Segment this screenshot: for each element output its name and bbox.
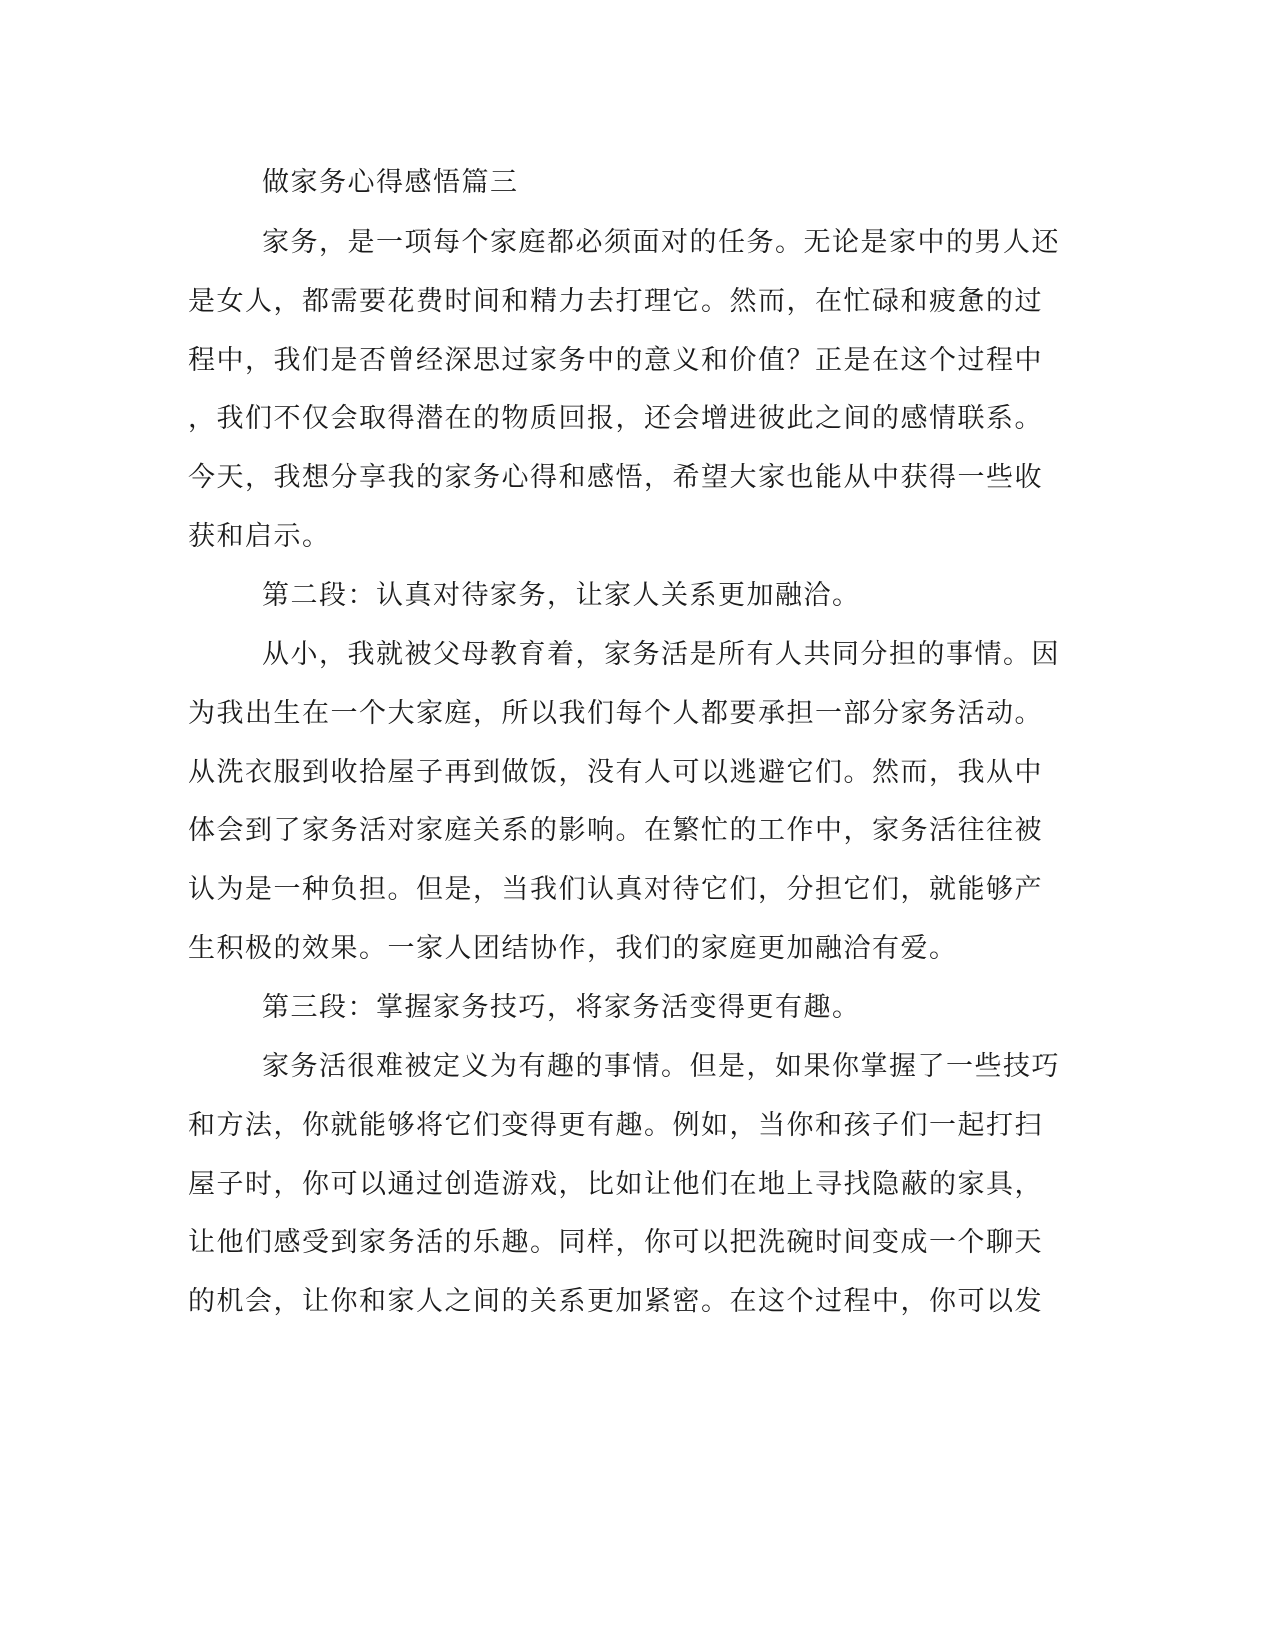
paragraph-line: 从洗衣服到收拾屋子再到做饭，没有人可以逃避它们。然而，我从中 — [188, 757, 1043, 788]
paragraph-line: 从小，我就被父母教育着，家务活是所有人共同分担的事情。因 — [262, 639, 1060, 670]
paragraph-line: 获和启示。 — [188, 521, 331, 552]
paragraph-line: 体会到了家务活对家庭关系的影响。在繁忙的工作中，家务活往往被 — [188, 815, 1043, 846]
paragraph-line: 屋子时，你可以通过创造游戏，比如让他们在地上寻找隐蔽的家具， — [188, 1169, 1043, 1200]
section-heading: 第三段：掌握家务技巧，将家务活变得更有趣。 — [262, 992, 861, 1023]
paragraph-line: 程中，我们是否曾经深思过家务中的意义和价值？正是在这个过程中 — [188, 345, 1043, 376]
paragraph-line: 和方法，你就能够将它们变得更有趣。例如，当你和孩子们一起打扫 — [188, 1110, 1043, 1141]
paragraph-line: 的机会，让你和家人之间的关系更加紧密。在这个过程中，你可以发 — [188, 1286, 1043, 1317]
paragraph-line: 是女人，都需要花费时间和精力去打理它。然而，在忙碌和疲惫的过 — [188, 286, 1043, 317]
paragraph-line: 为我出生在一个大家庭，所以我们每个人都要承担一部分家务活动。 — [188, 698, 1043, 729]
section-heading: 第二段：认真对待家务，让家人关系更加融洽。 — [262, 580, 861, 611]
paragraph-line: 家务活很难被定义为有趣的事情。但是，如果你掌握了一些技巧 — [262, 1051, 1060, 1082]
paragraph-line: ，我们不仅会取得潜在的物质回报，还会增进彼此之间的感情联系。 — [188, 403, 1043, 434]
paragraph-line: 生积极的效果。一家人团结协作，我们的家庭更加融洽有爱。 — [188, 933, 958, 964]
document-title: 做家务心得感悟篇三 — [262, 167, 519, 198]
paragraph-line: 家务，是一项每个家庭都必须面对的任务。无论是家中的男人还 — [262, 227, 1060, 258]
paragraph-line: 让他们感受到家务活的乐趣。同样，你可以把洗碗时间变成一个聊天 — [188, 1227, 1043, 1258]
paragraph-line: 今天，我想分享我的家务心得和感悟，希望大家也能从中获得一些收 — [188, 462, 1043, 493]
paragraph-line: 认为是一种负担。但是，当我们认真对待它们，分担它们，就能够产 — [188, 874, 1043, 905]
